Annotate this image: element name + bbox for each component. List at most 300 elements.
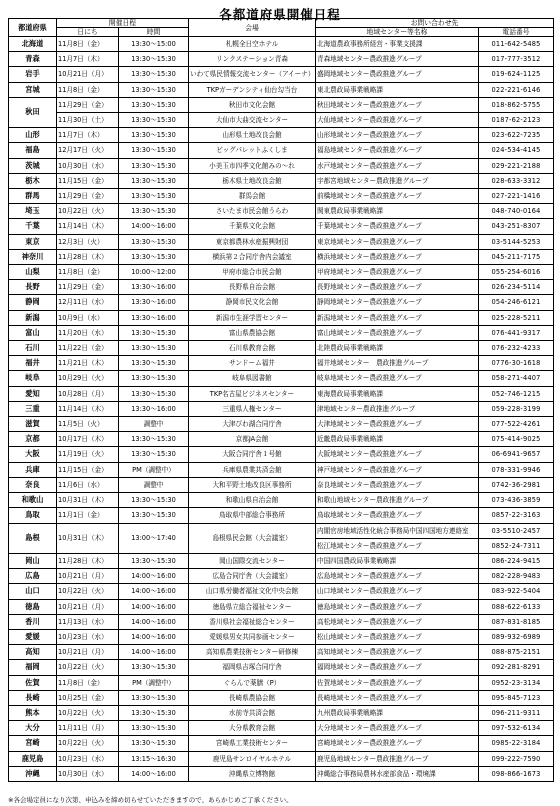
time-cell: 13:30～16:00 (119, 401, 189, 416)
table-row (9, 569, 554, 584)
phone-cell: 096-211-9311 (479, 705, 554, 720)
venue-cell: さいたま市民会館うらわ (189, 204, 316, 219)
table-row (9, 158, 554, 173)
table-body (9, 37, 554, 782)
table-row (9, 143, 554, 158)
phone-cell: 088-622-6133 (479, 599, 554, 614)
prefecture-cell: 富山 (9, 325, 57, 340)
prefecture-cell: 福井 (9, 356, 57, 371)
prefecture-cell: 青森 (9, 52, 57, 67)
venue-cell: 大仙市大曲交流センター (189, 113, 316, 128)
date-cell: 12月17日（火） (57, 143, 119, 158)
header-venue: 会場 (189, 19, 316, 37)
contact-cell: 宮崎地域センター農政推進グループ (316, 736, 479, 751)
venue-cell: ビッグパレットふくしま (189, 143, 316, 158)
venue-cell: 岡山国際交流センター (189, 553, 316, 568)
contact-cell: 松江地域センター農政推進グループ (316, 538, 479, 553)
phone-cell: 095-845-7123 (479, 690, 554, 705)
table-row (9, 356, 554, 371)
date-cell: 11月22日（金） (57, 341, 119, 356)
phone-cell: 098-866-1673 (479, 766, 554, 781)
contact-cell: 宇都宮地域センター農政推進グループ (316, 173, 479, 188)
time-cell: 14:00～16:00 (119, 629, 189, 644)
contact-cell: 北海道農政事務所経営・事業支援課 (316, 37, 479, 52)
prefecture-cell: 鳥取 (9, 508, 57, 523)
venue-cell: リンクステーション青森 (189, 52, 316, 67)
date-cell: 10月9日（水） (57, 310, 119, 325)
contact-cell: 大津地域センター農政推進グループ (316, 417, 479, 432)
table-row (9, 751, 554, 766)
venue-cell: 島根県民会館（大会議室） (189, 523, 316, 553)
date-cell: 11月8日（金） (57, 37, 119, 52)
phone-cell: 0776-30-1618 (479, 356, 554, 371)
venue-cell: TKPガーデンシティ仙台勾当台 (189, 82, 316, 97)
venue-cell: 小美玉市四季文化館みの～れ (189, 158, 316, 173)
prefecture-cell: 山梨 (9, 265, 57, 280)
time-cell: 13:30～15:30 (119, 386, 189, 401)
contact-cell: 佐賀地域センター農政推進グループ (316, 675, 479, 690)
date-cell: 10月22日（火） (57, 736, 119, 751)
header-time: 時間 (119, 28, 189, 37)
date-cell: 11月15日（金） (57, 462, 119, 477)
prefecture-cell: 徳島 (9, 599, 57, 614)
venue-cell: 鳥取県中部総合事務所 (189, 508, 316, 523)
date-cell: 11月14日（木） (57, 219, 119, 234)
time-cell: 13:30～15:30 (119, 52, 189, 67)
date-cell: 12月3日（火） (57, 234, 119, 249)
prefecture-cell: 広島 (9, 569, 57, 584)
date-cell: 10月28日（月） (57, 386, 119, 401)
time-cell: 13:30～15:30 (119, 553, 189, 568)
prefecture-cell: 奈良 (9, 477, 57, 492)
prefecture-cell: 熊本 (9, 705, 57, 720)
date-cell: 11月30日（土） (57, 113, 119, 128)
time-cell: 14:00～16:00 (119, 584, 189, 599)
prefecture-cell: 福岡 (9, 660, 57, 675)
venue-cell: 大津びわ湖合同庁舎 (189, 417, 316, 432)
date-cell: 11月19日（火） (57, 447, 119, 462)
venue-cell: 札幌全日空ホテル (189, 37, 316, 52)
phone-cell: 0742-36-2981 (479, 477, 554, 492)
venue-cell: 山形県土地改良会館 (189, 128, 316, 143)
phone-cell: 092-281-8291 (479, 660, 554, 675)
time-cell: 13:30～15:30 (119, 371, 189, 386)
phone-cell: 089-932-6989 (479, 629, 554, 644)
schedule-table (8, 18, 554, 782)
venue-cell: 広島合同庁舎（大会議室） (189, 569, 316, 584)
table-row (9, 614, 554, 629)
date-cell: 11月29日（金） (57, 97, 119, 112)
prefecture-cell: 岡山 (9, 553, 57, 568)
table-row (9, 386, 554, 401)
venue-cell: 大和平野土地改良区事務所 (189, 477, 316, 492)
venue-cell: いわて県民情報交流センター（アイーナ） (189, 67, 316, 82)
date-cell: 11月8日（金） (57, 265, 119, 280)
date-cell: 10月21日（月） (57, 569, 119, 584)
date-cell: 11月11日（月） (57, 721, 119, 736)
phone-cell: 026-234-5114 (479, 280, 554, 295)
phone-cell: 029-221-2188 (479, 158, 554, 173)
date-cell: 10月25日（金） (57, 690, 119, 705)
date-cell: 10月23日（水） (57, 751, 119, 766)
contact-cell: 神戸地域センター農政推進グループ (316, 462, 479, 477)
prefecture-cell: 岐阜 (9, 371, 57, 386)
phone-cell: 075-414-9025 (479, 432, 554, 447)
table-row (9, 675, 554, 690)
table-row (9, 721, 554, 736)
contact-cell: 前橋地域センター農政推進グループ (316, 189, 479, 204)
phone-cell: 058-271-4407 (479, 371, 554, 386)
date-cell: 11月6日（水） (57, 477, 119, 492)
date-cell: 10月23日（水） (57, 629, 119, 644)
contact-cell: 長野地域センター農政推進グループ (316, 280, 479, 295)
header-pref: 都道府県 (9, 19, 57, 37)
time-cell: 13:30～15:30 (119, 690, 189, 705)
phone-cell: 011-642-5485 (479, 37, 554, 52)
contact-cell: 奈良地域センター農政推進グループ (316, 477, 479, 492)
time-cell: 13:30～16:00 (119, 310, 189, 325)
phone-cell: 099-222-7590 (479, 751, 554, 766)
prefecture-cell: 佐賀 (9, 675, 57, 690)
venue-cell: 徳島県立総合福祉センター (189, 599, 316, 614)
prefecture-cell: 東京 (9, 234, 57, 249)
contact-cell: 東京地域センター農政推進グループ (316, 234, 479, 249)
phone-cell: 077-522-4261 (479, 417, 554, 432)
phone-cell: 048-740-0164 (479, 204, 554, 219)
prefecture-cell: 静岡 (9, 295, 57, 310)
prefecture-cell: 神奈川 (9, 249, 57, 264)
time-cell: 13:30～16:00 (119, 295, 189, 310)
time-cell: 14:00～16:00 (119, 219, 189, 234)
table-row (9, 371, 554, 386)
time-cell: 13:30～15:30 (119, 705, 189, 720)
prefecture-cell: 群馬 (9, 189, 57, 204)
date-cell: 11月29日（金） (57, 189, 119, 204)
time-cell: 14:00～16:00 (119, 645, 189, 660)
date-cell: 10月21日（月） (57, 645, 119, 660)
table-row (9, 295, 554, 310)
phone-cell: 019-624-1125 (479, 67, 554, 82)
venue-cell: 秋田市文化会館 (189, 97, 316, 112)
time-cell: 13:30～15:30 (119, 128, 189, 143)
time-cell: 14:00～16:00 (119, 569, 189, 584)
contact-cell: 山口地域センター農政推進グループ (316, 584, 479, 599)
table-row (9, 736, 554, 751)
contact-cell: 高知地域センター農政推進グループ (316, 645, 479, 660)
contact-cell: 中国四国農政局事業戦略課 (316, 553, 479, 568)
date-cell: 11月20日（水） (57, 325, 119, 340)
contact-cell: 盛岡地域センター農政推進グループ (316, 67, 479, 82)
table-row (9, 766, 554, 781)
table-row (9, 97, 554, 112)
time-cell: 13:30～15:30 (119, 173, 189, 188)
time-cell: 14:00～16:00 (119, 599, 189, 614)
time-cell: PM（調整中） (119, 462, 189, 477)
table-row (9, 447, 554, 462)
contact-cell: 富山地域センター農政推進グループ (316, 325, 479, 340)
table-row (9, 341, 554, 356)
table-row (9, 37, 554, 52)
venue-cell: 長野県自治会館 (189, 280, 316, 295)
venue-cell: 東京都農林水産振興財団 (189, 234, 316, 249)
time-cell: 調整中 (119, 477, 189, 492)
date-cell: 10月30日（水） (57, 766, 119, 781)
contact-cell: 高松地域センター農政推進グループ (316, 614, 479, 629)
contact-cell: 福井地域センター 農政推進グループ (316, 356, 479, 371)
contact-cell: 福岡地域センター農政推進グループ (316, 660, 479, 675)
time-cell: 13:30～15:30 (119, 721, 189, 736)
contact-cell: 九州農政局事業戦略課 (316, 705, 479, 720)
prefecture-cell: 福島 (9, 143, 57, 158)
venue-cell: 水前寺共済会館 (189, 705, 316, 720)
time-cell: 13:30～15:30 (119, 356, 189, 371)
table-row (9, 584, 554, 599)
contact-cell: 東海農政局事業戦略課 (316, 386, 479, 401)
phone-cell: 017-777-3512 (479, 52, 554, 67)
venue-cell: 高知県農業技術センター研修棟 (189, 645, 316, 660)
phone-cell: 083-922-5404 (479, 584, 554, 599)
phone-cell: 043-251-8307 (479, 219, 554, 234)
venue-cell: 千葉県文化会館 (189, 219, 316, 234)
date-cell: 10月31日（木） (57, 523, 119, 553)
venue-cell: 甲府市総合市民会館 (189, 265, 316, 280)
time-cell: 13:30～15:30 (119, 158, 189, 173)
table-row (9, 310, 554, 325)
date-cell: 11月28日（木） (57, 553, 119, 568)
venue-cell: 鹿児島サンロイヤルホテル (189, 751, 316, 766)
table-row (9, 690, 554, 705)
date-cell: 11月8日（金） (57, 675, 119, 690)
table-row (9, 401, 554, 416)
page-title: 各都道府県開催日程 (219, 7, 341, 22)
table-row (9, 660, 554, 675)
phone-cell: 082-228-9483 (479, 569, 554, 584)
date-cell: 10月21日（月） (57, 67, 119, 82)
table-row (9, 113, 554, 128)
header-contact: 地域センター等名称 (316, 28, 479, 37)
contact-cell: 北陸農政局事業戦略課 (316, 341, 479, 356)
prefecture-cell: 滋賀 (9, 417, 57, 432)
header-inquiry: お問い合わせ先 (316, 19, 554, 28)
contact-cell: 福島地域センター農政推進グループ (316, 143, 479, 158)
prefecture-cell: 秋田 (9, 97, 57, 127)
prefecture-cell: 大分 (9, 721, 57, 736)
prefecture-cell: 兵庫 (9, 462, 57, 477)
date-cell: 11月21日（木） (57, 356, 119, 371)
time-cell: 調整中 (119, 417, 189, 432)
phone-cell: 054-246-6121 (479, 295, 554, 310)
contact-cell: 和歌山地域センター農政推進グループ (316, 493, 479, 508)
venue-cell: 長崎県農協会館 (189, 690, 316, 705)
venue-cell: 横浜第２合同庁舎内会議室 (189, 249, 316, 264)
venue-cell: 京都JA会館 (189, 432, 316, 447)
phone-cell: 059-228-3199 (479, 401, 554, 416)
prefecture-cell: 三重 (9, 401, 57, 416)
table-row (9, 234, 554, 249)
venue-cell: 三重県人権センター (189, 401, 316, 416)
phone-cell: 0857-22-3163 (479, 508, 554, 523)
phone-cell: 086-224-9415 (479, 553, 554, 568)
venue-cell: 群馬会館 (189, 189, 316, 204)
phone-cell: 027-221-1416 (479, 189, 554, 204)
table-row (9, 462, 554, 477)
phone-cell: 045-211-7175 (479, 249, 554, 264)
table-row (9, 173, 554, 188)
contact-cell: 鹿児島地域センター農政推進グループ (316, 751, 479, 766)
phone-cell: 06-6941-9657 (479, 447, 554, 462)
time-cell: 13:00～17:40 (119, 523, 189, 553)
prefecture-cell: 石川 (9, 341, 57, 356)
table-row (9, 508, 554, 523)
table-row (9, 553, 554, 568)
phone-cell: 018-862-5755 (479, 97, 554, 112)
table-row (9, 493, 554, 508)
table-row (9, 280, 554, 295)
prefecture-cell: 和歌山 (9, 493, 57, 508)
header-phone: 電話番号 (479, 28, 554, 37)
phone-cell: 03-5510-2457 (479, 523, 554, 538)
contact-cell: 横浜地域センター農政推進グループ (316, 249, 479, 264)
date-cell: 10月22日（火） (57, 705, 119, 720)
contact-cell: 松山地域センター農政推進グループ (316, 629, 479, 644)
table-row (9, 189, 554, 204)
contact-cell: 水戸地域センター農政推進グループ (316, 158, 479, 173)
phone-cell: 073-436-3859 (479, 493, 554, 508)
date-cell: 11月1日（金） (57, 508, 119, 523)
venue-cell: 富山県農協会館 (189, 325, 316, 340)
phone-cell: 088-875-2151 (479, 645, 554, 660)
date-cell: 10月17日（木） (57, 432, 119, 447)
prefecture-cell: 長野 (9, 280, 57, 295)
venue-cell: 沖縄県立博物館 (189, 766, 316, 781)
phone-cell: 03-5144-5253 (479, 234, 554, 249)
contact-cell: 山形地域センター農政推進グループ (316, 128, 479, 143)
prefecture-cell: 長崎 (9, 690, 57, 705)
phone-cell: 0952-23-3134 (479, 675, 554, 690)
table-row (9, 325, 554, 340)
contact-cell: 大仙地域センター農政推進グループ (316, 113, 479, 128)
venue-cell: 兵庫県農業共済会館 (189, 462, 316, 477)
table-row (9, 432, 554, 447)
prefecture-cell: 香川 (9, 614, 57, 629)
phone-cell: 023-622-7235 (479, 128, 554, 143)
venue-cell: 石川県教育会館 (189, 341, 316, 356)
header-row-top (9, 19, 554, 28)
time-cell: 13:30～15:30 (119, 234, 189, 249)
contact-cell: 内閣官房地域活性化統合事務局中国四国地方連絡室 (316, 523, 479, 538)
phone-cell: 028-633-3312 (479, 173, 554, 188)
contact-cell: 岐阜地域センター農政推進グループ (316, 371, 479, 386)
contact-cell: 沖縄総合事務局農林水産部食品・環境課 (316, 766, 479, 781)
time-cell: 10:00～12:00 (119, 265, 189, 280)
prefecture-cell: 山口 (9, 584, 57, 599)
prefecture-cell: 愛媛 (9, 629, 57, 644)
phone-cell: 024-534-4145 (479, 143, 554, 158)
prefecture-cell: 千葉 (9, 219, 57, 234)
time-cell: 13:15～16:30 (119, 751, 189, 766)
phone-cell: 097-532-6134 (479, 721, 554, 736)
time-cell: 13:30～15:30 (119, 508, 189, 523)
date-cell: 10月31日（木） (57, 493, 119, 508)
contact-cell: 関東農政局事業戦略課 (316, 204, 479, 219)
contact-cell: 鳥取地域センター農政推進グループ (316, 508, 479, 523)
prefecture-cell: 新潟 (9, 310, 57, 325)
date-cell: 10月22日（火） (57, 584, 119, 599)
time-cell: 13:30～15:30 (119, 736, 189, 751)
prefecture-cell: 京都 (9, 432, 57, 447)
header-date: 日にち (57, 28, 119, 37)
venue-cell: サンドーム福井 (189, 356, 316, 371)
contact-cell: 津地域センター農政推進グループ (316, 401, 479, 416)
contact-cell: 徳島地域センター農政推進グループ (316, 599, 479, 614)
prefecture-cell: 高知 (9, 645, 57, 660)
phone-cell: 076-232-4233 (479, 341, 554, 356)
time-cell: 14:00～16:00 (119, 614, 189, 629)
contact-cell: 静岡地域センター農政推進グループ (316, 295, 479, 310)
table-row (9, 629, 554, 644)
date-cell: 12月11日（水） (57, 295, 119, 310)
venue-cell: ぐらんで薬膳（P） (189, 675, 316, 690)
venue-cell: 山口県労働者福祉文化中央会館 (189, 584, 316, 599)
contact-cell: 広島地域センター農政推進グループ (316, 569, 479, 584)
time-cell: 13:30～15:30 (119, 204, 189, 219)
time-cell: 13:30～15:30 (119, 660, 189, 675)
time-cell: 13:30～15:30 (119, 189, 189, 204)
prefecture-cell: 栃木 (9, 173, 57, 188)
time-cell: 13:30～15:30 (119, 432, 189, 447)
phone-cell: 0852-24-7311 (479, 538, 554, 553)
table-row (9, 523, 554, 538)
contact-cell: 東北農政局事業戦略課 (316, 82, 479, 97)
venue-cell: 大阪合同庁舎１号館 (189, 447, 316, 462)
time-cell: 13:30～15:30 (119, 325, 189, 340)
venue-cell: 大分県教育会館 (189, 721, 316, 736)
contact-cell: 甲府地域センター農政推進グループ (316, 265, 479, 280)
date-cell: 10月22日（火） (57, 660, 119, 675)
table-row (9, 599, 554, 614)
header-schedule: 開催日程 (57, 19, 189, 28)
table-row (9, 249, 554, 264)
venue-cell: 静岡市民文化会館 (189, 295, 316, 310)
date-cell: 11月5日（火） (57, 417, 119, 432)
contact-cell: 秋田地域センター農政推進グループ (316, 97, 479, 112)
contact-cell: 青森地域センター農政推進グループ (316, 52, 479, 67)
phone-cell: 022-221-6146 (479, 82, 554, 97)
phone-cell: 078-331-9946 (479, 462, 554, 477)
table-row (9, 52, 554, 67)
phone-cell: 055-254-6016 (479, 265, 554, 280)
prefecture-cell: 宮崎 (9, 736, 57, 751)
venue-cell: 福岡県吉塚合同庁舎 (189, 660, 316, 675)
table-row (9, 82, 554, 97)
prefecture-cell: 岩手 (9, 67, 57, 82)
prefecture-cell: 山形 (9, 128, 57, 143)
date-cell: 11月8日（金） (57, 82, 119, 97)
contact-cell: 近畿農政局事業戦略課 (316, 432, 479, 447)
date-cell: 11月15日（金） (57, 173, 119, 188)
table-row (9, 477, 554, 492)
prefecture-cell: 大阪 (9, 447, 57, 462)
venue-cell: 宮崎県工業技術センター (189, 736, 316, 751)
time-cell: 13:30～15:30 (119, 249, 189, 264)
table-row (9, 219, 554, 234)
date-cell: 10月22日（火） (57, 204, 119, 219)
date-cell: 11月7日（木） (57, 52, 119, 67)
table-row (9, 417, 554, 432)
contact-cell: 千葉地域センター農政推進グループ (316, 219, 479, 234)
time-cell: 13:30～15:00 (119, 37, 189, 52)
prefecture-cell: 宮城 (9, 82, 57, 97)
